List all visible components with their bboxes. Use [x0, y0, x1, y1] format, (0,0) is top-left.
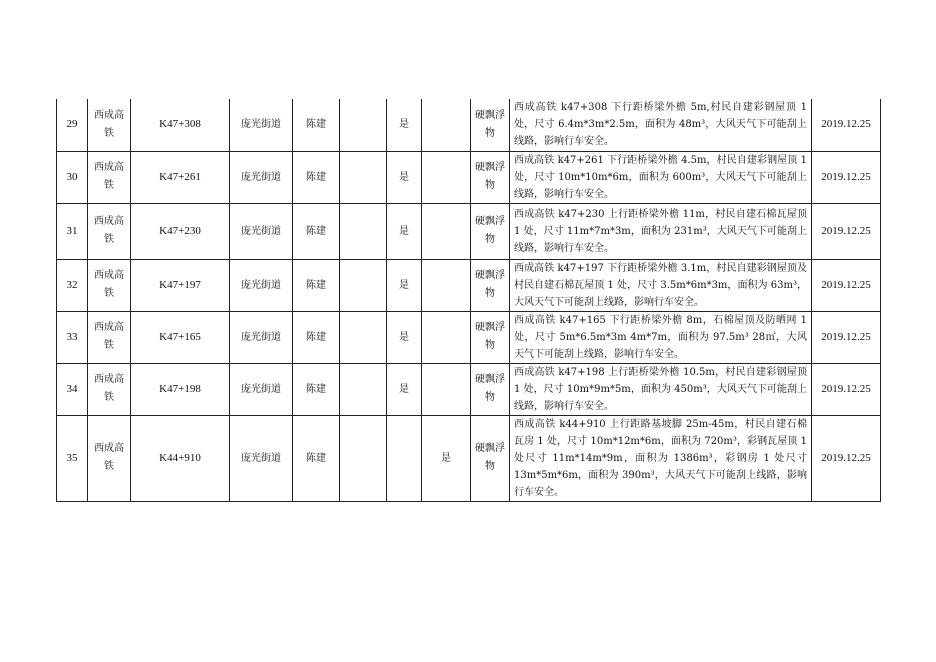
flag-cell-c	[422, 203, 471, 259]
mileage-cell: K44+910	[131, 415, 230, 501]
hazard-type: 硬飘浮物	[471, 415, 510, 501]
village-cell: 陈建	[293, 415, 340, 501]
flag-cell-b	[387, 415, 422, 501]
row-number: 35	[57, 415, 88, 501]
table-row	[57, 311, 881, 363]
mileage-cell: K47+198	[131, 363, 230, 415]
mileage-cell: K47+261	[131, 151, 230, 203]
street-cell: 庞光街道	[230, 311, 293, 363]
table-row	[57, 99, 881, 151]
description-cell: 西成高铁 k47+261 下行距桥梁外檐 4.5m，村民自建彩钢屋顶 1 处，尺寸 10m*10m*6m，面积为 600m³，大风天气下可能刮上线路，影响行车安全。	[510, 151, 812, 203]
flag-cell-b: 是	[387, 151, 422, 203]
row-number: 29	[57, 99, 88, 151]
hazard-type: 硬飘浮物	[471, 363, 510, 415]
table-body	[57, 99, 881, 501]
flag-cell-b: 是	[387, 259, 422, 311]
street-cell: 庞光街道	[230, 259, 293, 311]
flag-cell-b: 是	[387, 311, 422, 363]
flag-cell-c: 是	[422, 415, 471, 501]
flag-cell-b: 是	[387, 99, 422, 151]
hazard-type: 硬飘浮物	[471, 203, 510, 259]
line-name: 西成高铁	[88, 203, 131, 259]
street-cell: 庞光街道	[230, 99, 293, 151]
table-row	[57, 151, 881, 203]
description-cell: 西成高铁 k47+197 下行距桥梁外檐 3.1m，村民自建彩钢屋顶及村民自建石棉瓦屋顶 1 处，尺寸 3.5m*6m*3m，面积为 63m³，大风天气下可能刮上线路，影响行车安全。	[510, 259, 812, 311]
row-number: 31	[57, 203, 88, 259]
flag-cell-b: 是	[387, 363, 422, 415]
date-cell: 2019.12.25	[812, 311, 881, 363]
description-cell: 西成高铁 k44+910 上行距路基坡脚 25m-45m，村民自建石棉瓦房 1 处，尺寸 10m*12m*6m，面积为 720m³，彩钢瓦屋顶 1 处尺寸 11m*14m*9m，面积为 1386m³，彩钢房 1 处尺寸 13m*5m*6m，面积为 390m³，大风天气下可能刮上线路，影响行车安全。	[510, 415, 812, 501]
flag-cell-c	[422, 311, 471, 363]
date-cell: 2019.12.25	[812, 151, 881, 203]
flag-cell-a	[340, 363, 387, 415]
date-cell: 2019.12.25	[812, 415, 881, 501]
line-name: 西成高铁	[88, 259, 131, 311]
description-cell: 西成高铁 k47+230 上行距桥梁外檐 11m，村民自建石棉瓦屋顶 1 处，尺寸 11m*7m*3m，面积为 231m³，大风天气下可能刮上线路，影响行车安全。	[510, 203, 812, 259]
village-cell: 陈建	[293, 311, 340, 363]
date-cell: 2019.12.25	[812, 99, 881, 151]
village-cell: 陈建	[293, 151, 340, 203]
description-cell: 西成高铁 k47+308 下行距桥梁外檐 5m,村民自建彩钢屋顶 1 处，尺寸 6.4m*3m*2.5m，面积为 48m³，大风天气下可能刮上线路，影响行车安全。	[510, 99, 812, 151]
flag-cell-a	[340, 259, 387, 311]
flag-cell-a	[340, 415, 387, 501]
village-cell: 陈建	[293, 259, 340, 311]
line-name: 西成高铁	[88, 99, 131, 151]
description-cell: 西成高铁 k47+165 下行距桥梁外檐 8m，石棉屋顶及防晒网 1 处，尺寸 5m*6.5m*3m 4m*7m，面积为 97.5m³ 28㎡，大风天气下可能刮上线路，影响行车安全。	[510, 311, 812, 363]
hazard-type: 硬飘浮物	[471, 259, 510, 311]
line-name: 西成高铁	[88, 363, 131, 415]
mileage-cell: K47+308	[131, 99, 230, 151]
row-number: 32	[57, 259, 88, 311]
table-row	[57, 415, 881, 501]
line-name: 西成高铁	[88, 415, 131, 501]
flag-cell-c	[422, 363, 471, 415]
hazard-type: 硬飘浮物	[471, 311, 510, 363]
table-row	[57, 363, 881, 415]
mileage-cell: K47+230	[131, 203, 230, 259]
hazard-table	[56, 99, 881, 502]
table-row	[57, 259, 881, 311]
flag-cell-a	[340, 99, 387, 151]
row-number: 33	[57, 311, 88, 363]
street-cell: 庞光街道	[230, 151, 293, 203]
hazard-type: 硬飘浮物	[471, 151, 510, 203]
flag-cell-a	[340, 311, 387, 363]
flag-cell-a	[340, 203, 387, 259]
street-cell: 庞光街道	[230, 415, 293, 501]
village-cell: 陈建	[293, 363, 340, 415]
hazard-type: 硬飘浮物	[471, 99, 510, 151]
description-cell: 西成高铁 k47+198 上行距桥梁外檐 10.5m，村民自建彩钢屋顶 1 处，尺寸 10m*9m*5m，面积为 450m³，大风天气下可能刮上线路，影响行车安全。	[510, 363, 812, 415]
mileage-cell: K47+197	[131, 259, 230, 311]
mileage-cell: K47+165	[131, 311, 230, 363]
flag-cell-c	[422, 99, 471, 151]
line-name: 西成高铁	[88, 311, 131, 363]
date-cell: 2019.12.25	[812, 363, 881, 415]
street-cell: 庞光街道	[230, 203, 293, 259]
street-cell: 庞光街道	[230, 363, 293, 415]
flag-cell-c	[422, 151, 471, 203]
flag-cell-a	[340, 151, 387, 203]
flag-cell-b: 是	[387, 203, 422, 259]
village-cell: 陈建	[293, 99, 340, 151]
line-name: 西成高铁	[88, 151, 131, 203]
date-cell: 2019.12.25	[812, 259, 881, 311]
flag-cell-c	[422, 259, 471, 311]
table-row	[57, 203, 881, 259]
row-number: 34	[57, 363, 88, 415]
village-cell: 陈建	[293, 203, 340, 259]
date-cell: 2019.12.25	[812, 203, 881, 259]
row-number: 30	[57, 151, 88, 203]
